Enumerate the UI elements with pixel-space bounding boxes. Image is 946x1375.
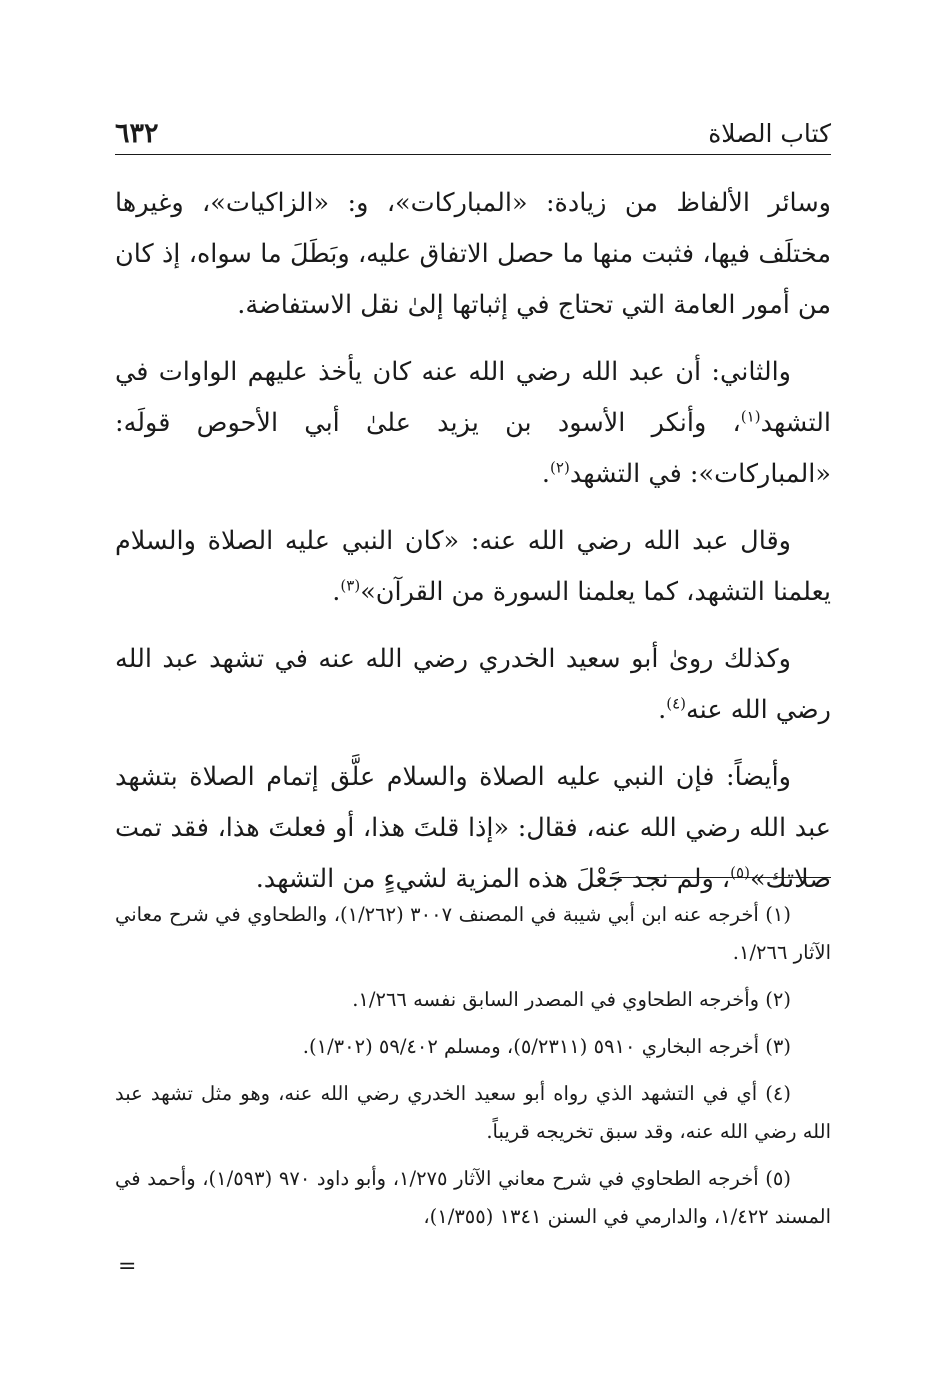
paragraph-text: وأيضاً: فإن النبي عليه الصلاة والسلام علَّق إتمام الصلاة بتشهد عبد الله رضي الله عنه، فقال: «إذا قلتَ هذا، أو فعلتَ هذا، فقد تمت صلاتك» xyxy=(115,762,831,894)
paragraph-text: وكذلك روىٰ أبو سعيد الخدري رضي الله عنه في تشهد عبد الله رضي الله عنه xyxy=(115,644,831,725)
running-header xyxy=(115,108,831,155)
footnote-2 xyxy=(115,981,831,1019)
footnotes xyxy=(115,896,831,1245)
paragraph-text: ، ولم نجد جَعْلَ هذه المزية لشيءٍ من التشهد. xyxy=(255,864,731,894)
paragraph-3 xyxy=(115,516,831,618)
paragraph-text: . xyxy=(332,577,341,607)
footnote-text: (٥) أخرجه الطحاوي في شرح معاني الآثار ١/٢٧٥، وأبو داود ٩٧٠ (١/٥٩٣)، وأحمد في المسند ١/٤٢٢، والدارمي في السنن ١٣٤١ (١/٣٥٥)، xyxy=(115,1167,831,1228)
footnote-text: (٤) أي في التشهد الذي رواه أبو سعيد الخدري رضي الله عنه، وهو مثل تشهد عبد الله رضي الله عنه، وقد سبق تخريجه قريباً. xyxy=(115,1082,831,1143)
footnote-reference[interactable]: (٣) xyxy=(340,576,361,595)
footnote-text: (٢) وأخرجه الطحاوي في المصدر السابق نفسه ١/٢٦٦. xyxy=(352,988,791,1011)
paragraph-text: وسائر الألفاظ من زيادة: «المباركات»، و: «الزاكيات»، وغيرها مختلَف فيها، فثبت منها ما حصل الاتفاق عليه، وبَطَلَ ما سواه، إذ كان من أمور العامة التي تحتاج في إثباتها إلىٰ نقل الاستفاضة. xyxy=(115,188,832,320)
footnote-text: (٣) أخرجه البخاري ٥٩١٠ (٥/٢٣١١)، ومسلم ٥٩/٤٠٢ (١/٣٠٢). xyxy=(302,1035,791,1058)
paragraph-5 xyxy=(115,752,831,905)
continuation-mark: = xyxy=(118,1254,137,1279)
paragraph-text: . xyxy=(541,459,551,489)
paragraph-text: والثاني: أن عبد الله رضي الله عنه كان يأخذ عليهم الواوات في التشهد xyxy=(115,357,831,438)
footnote-text: (١) أخرجه عنه ابن أبي شيبة في المصنف ٣٠٠٧ (١/٢٦٢)، والطحاوي في شرح معاني الآثار ١/٢٦٦. xyxy=(115,903,831,964)
paragraph-1 xyxy=(115,178,831,331)
chapter-title: كتاب الصلاة xyxy=(708,119,831,148)
footnote-5 xyxy=(115,1160,831,1236)
main-text xyxy=(115,178,831,921)
footnote-reference[interactable]: (١) xyxy=(740,407,761,426)
footnote-3 xyxy=(115,1028,831,1066)
paragraph-2 xyxy=(115,347,831,500)
paragraph-text: وقال عبد الله رضي الله عنه: «كان النبي عليه الصلاة والسلام يعلمنا التشهد، كما يعلمنا السورة من القرآن» xyxy=(115,526,831,607)
footnote-1 xyxy=(115,896,831,972)
footnote-reference[interactable]: (٢) xyxy=(550,458,570,477)
footnote-separator xyxy=(618,877,831,878)
footnote-4 xyxy=(115,1075,831,1151)
paragraph-text: ، وأنكر الأسود بن يزيد علىٰ أبي الأحوص قولَه: «المباركات»: في التشهد xyxy=(115,408,831,489)
paragraph-text: . xyxy=(658,695,667,725)
page-number: ٦٣٢ xyxy=(115,118,159,149)
footnote-reference[interactable]: (٥) xyxy=(730,863,750,882)
footnote-reference[interactable]: (٤) xyxy=(666,694,687,713)
paragraph-4 xyxy=(115,634,831,736)
